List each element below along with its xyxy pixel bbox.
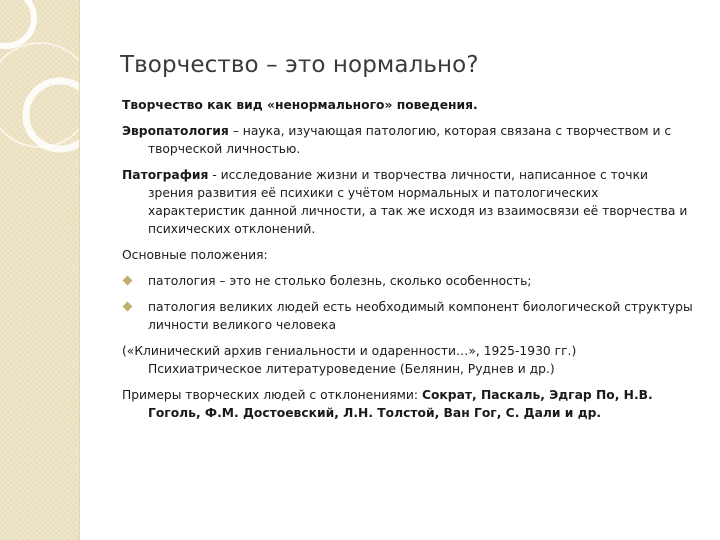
slide-title: Творчество – это нормально?: [120, 52, 479, 78]
slide-content: [122, 96, 694, 430]
heading-line: Творчество как вид «ненормального» поведения.: [122, 98, 478, 112]
bullet-icon: [123, 302, 133, 312]
bullet-item: [122, 272, 694, 290]
bullet-text: патология великих людей есть необходимый компонент биологической структуры личности великого человека: [148, 300, 693, 332]
decorative-circles: [0, 0, 79, 540]
pathography-text: - исследование жизни и творчества личности, написанное с точки зрения развития её психики с учётом нормальных и патологических характеристик данной личности, а так же исходя из взаимосвязи её творчества и психических отклонений.: [148, 168, 688, 236]
reference-note: («Клинический архив гениальности и одаренности…», 1925-1930 гг.) Психиатрическое литературоведение (Белянин, Руднев и др.): [122, 344, 577, 376]
examples-paragraph: [122, 386, 694, 422]
bullet-text: патология – это не столько болезнь, сколько особенность;: [148, 274, 532, 288]
basics-label: Основные положения:: [122, 248, 268, 262]
examples-lead: Примеры творческих людей с отклонениями:: [122, 388, 422, 402]
term-ergopathology: Эвропатология: [122, 124, 229, 138]
bullet-icon: [123, 276, 133, 286]
ergopathology-text: – наука, изучающая патологию, которая связана с творчеством и с творческой личностью.: [148, 124, 672, 156]
decorative-side-band: [0, 0, 80, 540]
term-pathography: Патография: [122, 168, 209, 182]
examples-names: Сократ, Паскаль, Эдгар По, Н.В. Гоголь, Ф.М. Достоевский, Л.Н. Толстой, Ван Гог, С. Дали и др.: [148, 388, 653, 420]
pathography-definition: [122, 166, 694, 238]
bullet-item: [122, 298, 694, 334]
ergopathology-definition: [122, 122, 694, 158]
